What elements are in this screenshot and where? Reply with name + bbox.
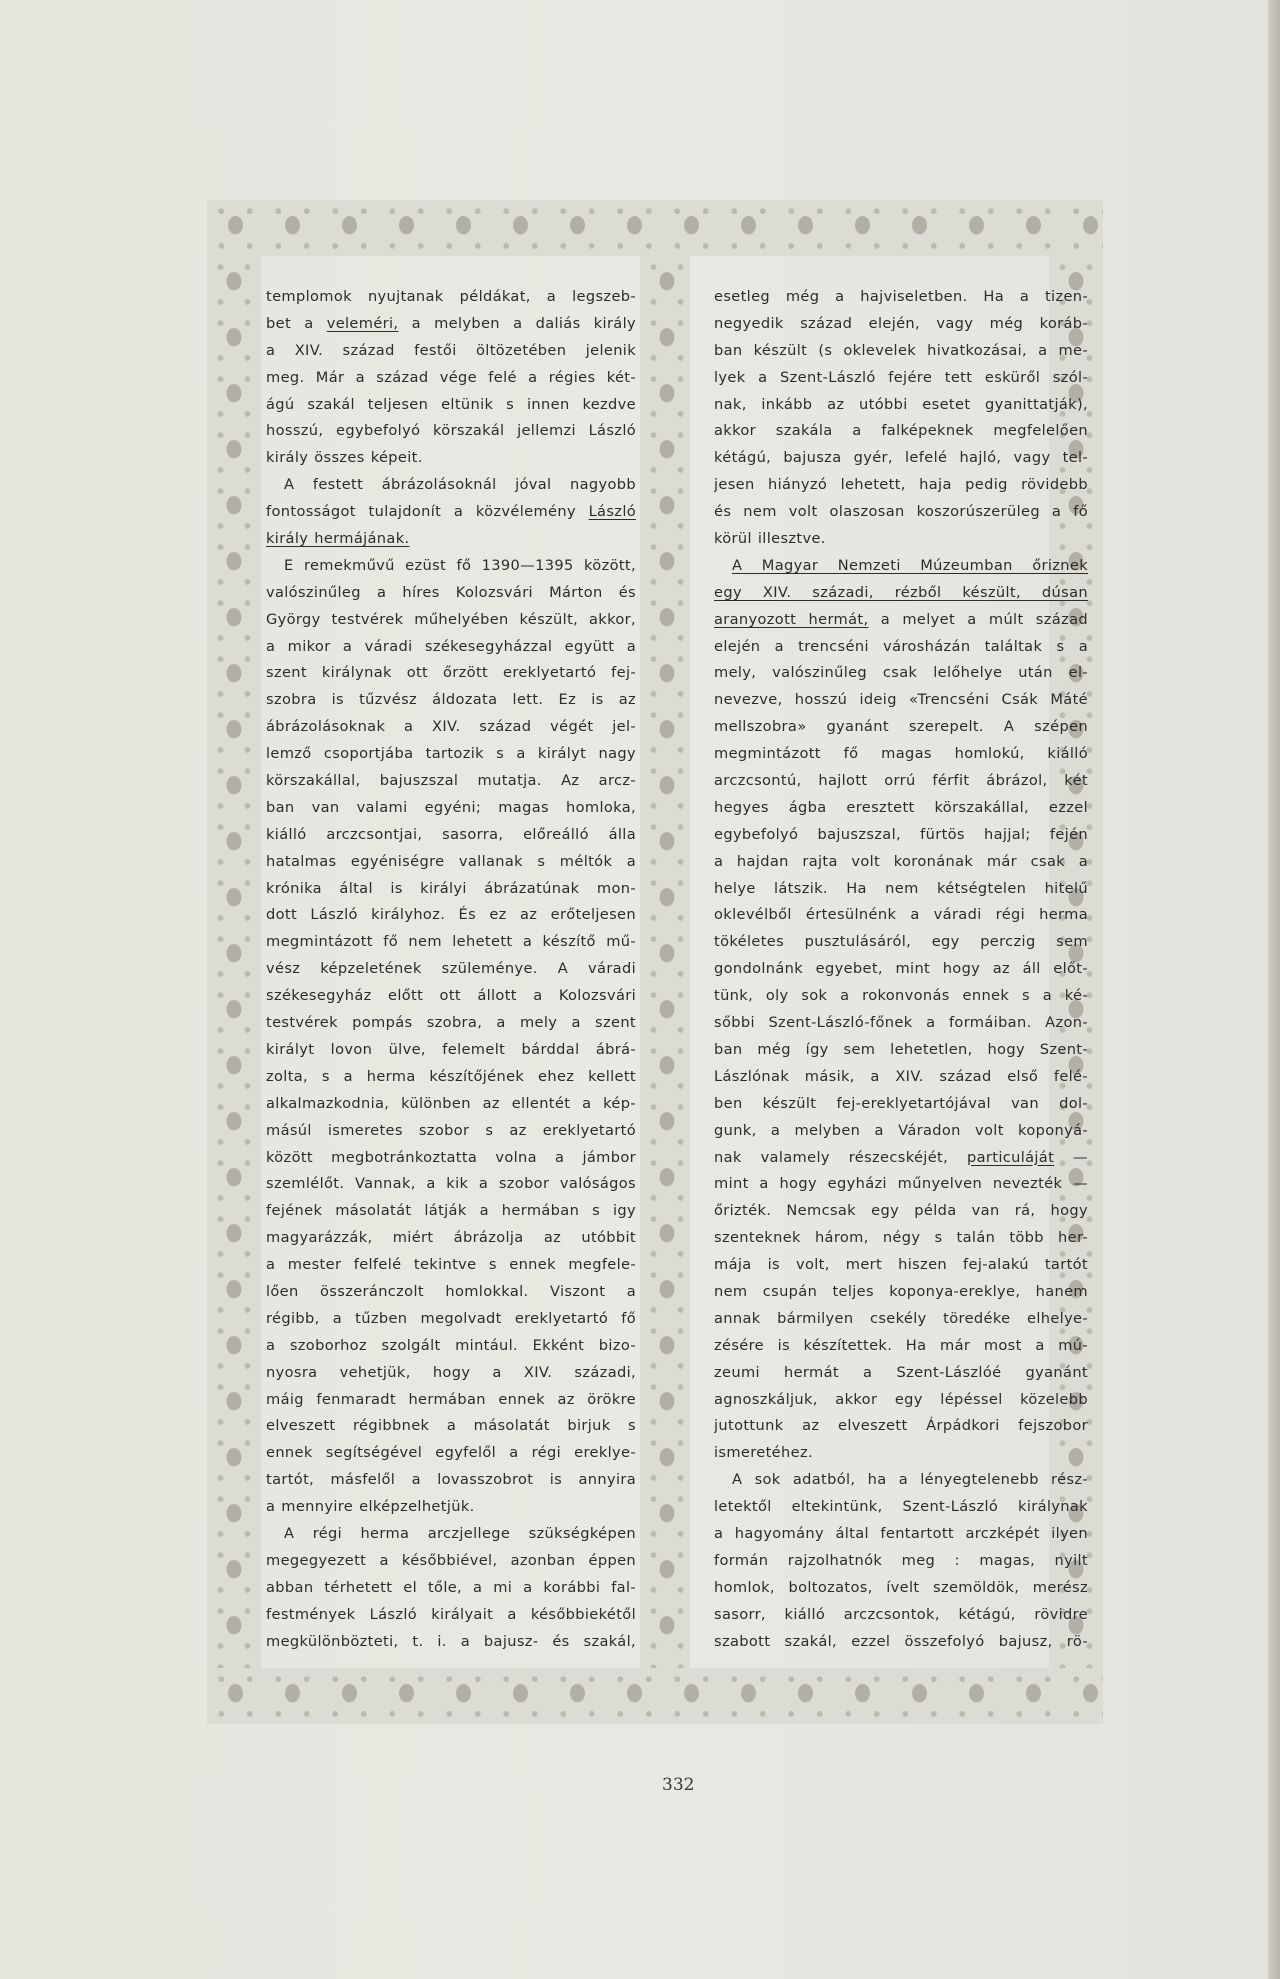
text-line: helye látszik. Ha nem kétségtelen hitelű	[714, 879, 1088, 897]
text-line: valószinűleg a híres Kolozsvári Márton és	[266, 583, 636, 601]
text-line: szent királynak ott őrzött ereklyetartó fej-	[266, 664, 636, 682]
text-line: esetleg még a hajviseletben. Ha a tizen-	[714, 288, 1088, 305]
text-line	[714, 580, 1088, 607]
text-line: formán rajzolhatnók meg : magas, nyilt	[714, 1551, 1088, 1569]
text-line: a hajdan rajta volt koronának már csak a	[714, 852, 1088, 870]
text-line: kiálló arczcsontjai, sasorra, előreálló álla	[266, 825, 636, 843]
text-line: vész képzeletének szüleménye. A váradi	[266, 960, 636, 978]
text-line: annak bármilyen csekély töredéke elhelye-	[714, 1309, 1088, 1327]
text-line: ágú szakál teljesen eltünik s innen kezdve	[266, 395, 636, 413]
text-line: szobra is tűzvész áldozata lett. Ez is az	[266, 691, 636, 709]
text-line: templomok nyujtanak példákat, a legszeb-	[266, 288, 636, 305]
text-line: A sok adatból, ha a lényegtelenebb rész-	[732, 1471, 1088, 1489]
text-line: a hagyomány által fentartott arczképét ilyen	[714, 1524, 1088, 1542]
text-span: bet a	[266, 314, 327, 332]
text-line: elején a trencséni városházán találtak s a	[714, 637, 1088, 655]
text-line: mája is volt, mert hiszen fej-alakú tartót	[714, 1256, 1088, 1274]
text-line: körül illesztve.	[714, 530, 826, 548]
text-line: testvérek pompás szobra, a mely a szent	[266, 1014, 636, 1032]
text-line: szemlélőt. Vannak, a kik a szobor valóságos	[266, 1175, 636, 1193]
text-span: —	[1054, 1148, 1088, 1166]
underlined-text: egy XIV. századi, rézből készült, dúsan	[714, 583, 1088, 601]
text-line: sőbbi Szent-László-főnek a formáiban. Azon-	[714, 1014, 1088, 1032]
text-line: magyarázzák, miért ábrázolja az utóbbit	[266, 1229, 636, 1247]
text-line: ben készült fej-ereklyetartójával van dol-	[714, 1094, 1088, 1112]
text-line: és nem volt olaszosan koszorúszerüleg a fő	[714, 503, 1088, 521]
text-line: tartót, másfelől a lovasszobrot is annyira	[266, 1471, 636, 1489]
text-line: festmények László királyait a későbbiekétől	[266, 1605, 636, 1623]
text-line: megmintázott fő nem lehetett a készítő mű-	[266, 933, 636, 951]
text-line: megegyezett a későbbiével, azonban éppen	[266, 1551, 636, 1569]
underlined-text: veleméri,	[326, 314, 399, 332]
text-line	[266, 499, 636, 526]
text-line: zeumi hermát a Szent-Lászlóé gyanánt	[714, 1363, 1088, 1381]
text-line: nevezve, hosszú ideig «Trencséni Csák Máté	[714, 691, 1088, 709]
text-span: a melyben a daliás király	[398, 314, 636, 332]
page-number: 332	[662, 1775, 695, 1795]
text-line: a XIV. század festői öltözetében jelenik	[266, 341, 636, 359]
text-line: dott László királyhoz. És ez az erőteljesen	[266, 906, 636, 924]
text-line: elveszett régibbnek a másolatát birjuk s	[266, 1417, 636, 1435]
text-line: akkor szakála a falképeknek megfelelően	[714, 422, 1088, 440]
text-line: nyosra vehetjük, hogy a XIV. századi,	[266, 1363, 636, 1381]
underlined-text: aranyozott hermát,	[714, 610, 869, 628]
text-line: ban van valami egyéni; magas homloka,	[266, 798, 636, 816]
text-column-right	[714, 284, 1088, 1655]
text-line: agnoszkáljuk, akkor egy lépéssel közelebb	[714, 1390, 1088, 1408]
text-line: oklevélből értesülnénk a váradi régi herma	[714, 906, 1088, 924]
ornamental-border-middle	[640, 256, 690, 1668]
underlined-text: László	[588, 503, 636, 521]
text-line: sasorr, kiálló arczcsontok, kétágú, rövidre	[714, 1605, 1088, 1623]
text-line: mellszobra» gyanánt szerepelt. A szépen	[714, 718, 1088, 736]
ornamental-border-top	[207, 200, 1103, 256]
text-line: ábrázolásoknak a XIV. század végét jel-	[266, 718, 636, 736]
text-line: krónika által is királyi ábrázatúnak mon-	[266, 879, 636, 897]
text-line	[266, 526, 636, 553]
text-line: megkülönbözteti, t. i. a bajusz- és szakál,	[266, 1632, 636, 1650]
text-line: megmintázott fő magas homlokú, kiálló	[714, 745, 1088, 763]
text-line: zésére is készítettek. Ha már most a mú-	[714, 1336, 1088, 1354]
text-line: ban készült (s oklevelek hivatkozásai, a me-	[714, 341, 1088, 359]
text-line: meg. Már a század vége felé a régies két-	[266, 368, 636, 386]
text-line: kétágú, bajusza gyér, lefelé hajló, vagy tel-	[714, 449, 1088, 467]
text-line: gondolnánk egyebet, mint hogy az áll előt-	[714, 960, 1088, 978]
text-line: hatalmas egyéniségre vallanak s méltók a	[266, 852, 636, 870]
text-line: Lászlónak másik, a XIV. század első felé-	[714, 1067, 1088, 1085]
text-line: ban még így sem lehetetlen, hogy Szent-	[714, 1040, 1088, 1058]
underlined-text: A Magyar Nemzeti Múzeumban őriznek	[732, 556, 1088, 574]
text-line: között megbotránkoztatta volna a jámbor	[266, 1148, 636, 1166]
text-line: király összes képeit.	[266, 449, 423, 467]
text-line: lyek a Szent-László fejére tett esküről szól-	[714, 368, 1088, 386]
text-span: fontosságot tulajdonít a közvélemény	[266, 503, 589, 521]
ornamental-border-bottom	[207, 1668, 1103, 1724]
text-line	[266, 311, 636, 338]
text-line	[714, 607, 1088, 634]
text-line: alkalmazkodnia, különben az ellentét a kép-	[266, 1094, 636, 1112]
text-line: székesegyház előtt ott állott a Kolozsvári	[266, 987, 636, 1005]
ornamental-border-left	[207, 256, 261, 1668]
text-span: a melyet a múlt század	[868, 610, 1088, 628]
text-line: mely, valószinűleg csak lelőhelye után el-	[714, 664, 1088, 682]
text-line: tökéletes pusztulásáról, egy perczig sem	[714, 933, 1088, 951]
text-line: mint a hogy egyházi műnyelven nevezték —	[714, 1175, 1088, 1193]
text-line: fejének másolatát látják a hermában s igy	[266, 1202, 636, 1220]
text-line: a szoborhoz szolgált mintául. Ekként bizo-	[266, 1336, 636, 1354]
text-line: régibb, a tűzben megolvadt ereklyetartó fő	[266, 1309, 636, 1327]
text-line: letektől eltekintünk, Szent-László királynak	[714, 1498, 1088, 1516]
text-line: jesen hiányzó lehetett, haja pedig rövidebb	[714, 476, 1088, 494]
underlined-text: particuláját	[966, 1148, 1055, 1166]
text-line: ennek segítségével egyfelől a régi ereklye-	[266, 1444, 636, 1462]
text-line: ismeretéhez.	[714, 1444, 813, 1462]
text-line: másúl ismeretes szobor s az ereklyetartó	[266, 1121, 636, 1139]
text-line: negyedik század elején, vagy még koráb-	[714, 314, 1088, 332]
text-line: gunk, a melyben a Váradon volt koponyá-	[714, 1121, 1088, 1139]
text-line	[714, 553, 1088, 580]
text-line: szenteknek három, négy s talán több her-	[714, 1229, 1088, 1247]
text-line: abban térhetett el tőle, a mi a korábbi fal-	[266, 1578, 636, 1596]
text-line: homlok, boltozatos, ívelt szemöldök, merész	[714, 1578, 1088, 1596]
text-line: máig fenmaradt hermában ennek az örökre	[266, 1390, 636, 1408]
text-line: E remekművű ezüst fő 1390—1395 között,	[284, 556, 636, 574]
text-line: tünk, oly sok a rokonvonás ennek s a ké-	[714, 987, 1088, 1005]
underlined-text: király hermájának.	[266, 530, 410, 548]
text-line: A festett ábrázolásoknál jóval nagyobb	[284, 476, 636, 494]
text-line: nak, inkább az utóbbi esetet gyanittatják),	[714, 395, 1088, 413]
text-line: a mikor a váradi székesegyházzal együtt a	[266, 637, 636, 655]
text-line: A régi herma arczjellege szükségképen	[284, 1524, 636, 1542]
text-line: szabott szakál, ezzel összefolyó bajusz, rö-	[714, 1632, 1088, 1650]
text-line	[714, 1145, 1088, 1172]
text-line: lően összeránczolt homlokkal. Viszont a	[266, 1282, 636, 1300]
text-line: a mennyire elképzelhetjük.	[266, 1498, 475, 1516]
text-span: nak valamely részecskéjét,	[714, 1148, 967, 1166]
text-line: körszakállal, bajuszszal mutatja. Az arcz-	[266, 772, 636, 790]
text-line: a mester felfelé tekintve s ennek megfele-	[266, 1256, 636, 1274]
text-line: lemző csoportjába tartozik s a királyt nagy	[266, 745, 636, 763]
text-line: hosszú, egybefolyó körszakál jellemzi László	[266, 422, 636, 440]
text-column-left	[266, 284, 636, 1655]
text-line: egybefolyó bajuszszal, fürtös hajjal; fején	[714, 825, 1088, 843]
text-line: zolta, s a herma készítőjének ehez kellett	[266, 1067, 636, 1085]
text-line: hegyes ágba eresztett körszakállal, ezzel	[714, 798, 1088, 816]
text-line: királyt lovon ülve, felemelt bárddal ábrá-	[266, 1040, 636, 1058]
text-line: jutottunk az elveszett Árpádkori fejszobor	[714, 1417, 1088, 1435]
text-line: arczcsontú, hajlott orrú férfit ábrázol, két	[714, 772, 1088, 790]
text-line: György testvérek műhelyében készült, akkor,	[266, 610, 636, 628]
page-edge	[1268, 0, 1280, 1979]
text-line: nem csupán teljes koponya-ereklye, hanem	[714, 1282, 1088, 1300]
text-line: őrizték. Nemcsak egy példa van rá, hogy	[714, 1202, 1088, 1220]
